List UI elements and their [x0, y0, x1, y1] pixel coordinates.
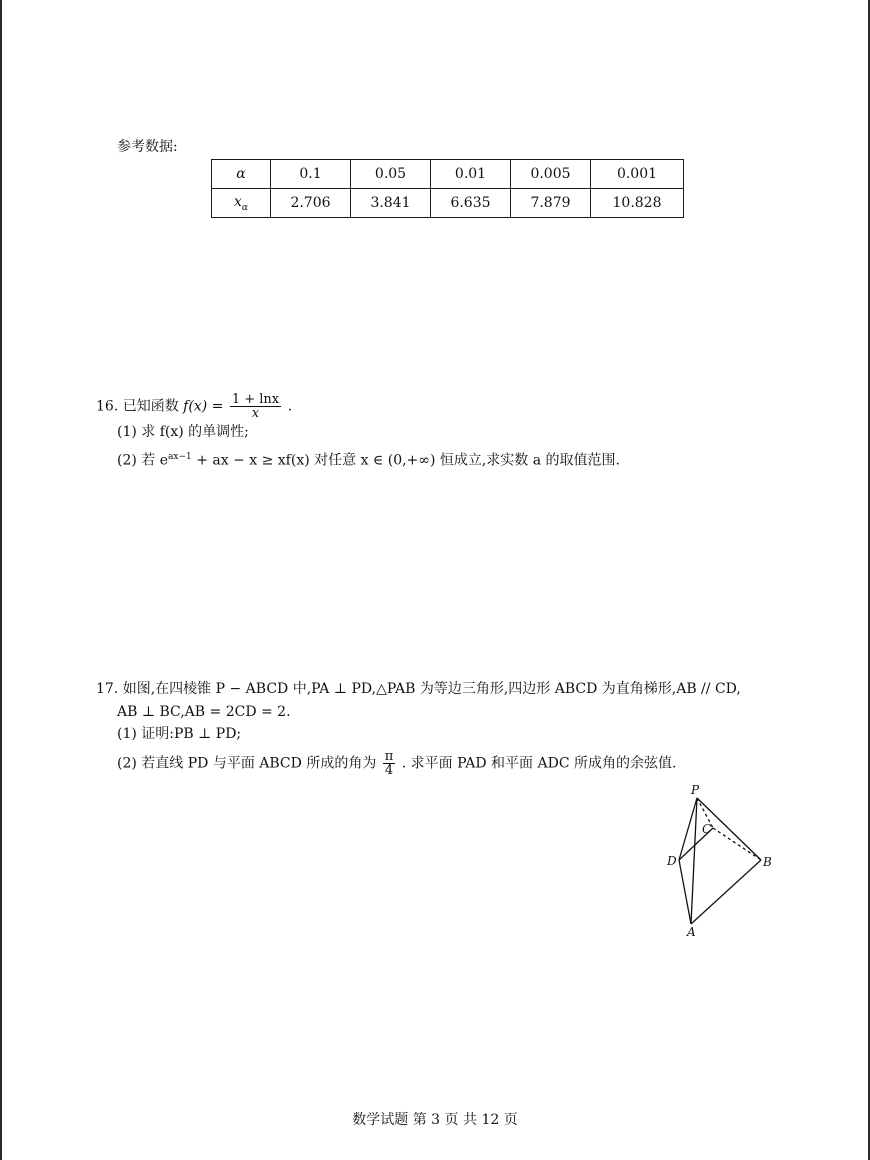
q16-fraction: $\frac{1 + \ln x}{x}$	[231, 392, 280, 421]
pyramid-figure	[655, 780, 785, 940]
table-cell: 3.841	[351, 189, 431, 218]
q17-fraction: $\frac{\pi}{4}$	[384, 749, 394, 778]
edge-cb	[713, 828, 761, 860]
page-footer: 数学试题 第 3 页 共 12 页	[352, 1112, 518, 1128]
q16-part2: (2) 若 $e^{ax-1}$ + ax − x ≥ xf(x) 对任意 x ∈ (0,+∞) 恒成立,求实数 a 的取值范围.	[117, 452, 621, 469]
q16-part1: (1) 求 f(x) 的单调性;	[117, 424, 249, 440]
table-cell: 0.05	[351, 160, 431, 189]
reference-label: 参考数据:	[117, 139, 178, 155]
q17-part1: (1) 证明:PB ⊥ PD;	[117, 726, 242, 742]
edge-ab	[691, 860, 761, 924]
table-cell: 0.001	[591, 160, 684, 189]
q16-stem: 16. 已知函数 f(x) = $\frac{1 + \ln x}{x}$ .	[96, 392, 293, 421]
vertex-label-b: B	[763, 855, 772, 869]
table-cell: 6.635	[431, 189, 511, 218]
table-cell: 0.005	[511, 160, 591, 189]
table-cell: 0.1	[271, 160, 351, 189]
table-cell: 10.828	[591, 189, 684, 218]
q17-part2: (2) 若直线 PD 与平面 ABCD 所成的角为 $\frac{\pi}{4}$ . 求平面 PAD 和平面 ADC 所成角的余弦值.	[117, 749, 677, 778]
table-row	[212, 189, 684, 218]
table-cell: 7.879	[511, 189, 591, 218]
page-edge-left	[0, 0, 2, 1160]
vertex-label-c: C	[702, 822, 712, 836]
edge-da	[679, 860, 691, 924]
q17-stem-line2: AB ⊥ BC,AB = 2CD = 2.	[117, 704, 291, 720]
reference-table	[211, 159, 684, 218]
table-cell: 0.01	[431, 160, 511, 189]
table-header-x: $x_\alpha$	[212, 189, 271, 218]
table-cell: 2.706	[271, 189, 351, 218]
table-row	[212, 160, 684, 189]
vertex-label-a: A	[687, 925, 696, 939]
vertex-label-p: P	[691, 783, 700, 797]
q17-stem-line1: 17. 如图,在四棱锥 P − ABCD 中,PA ⊥ PD,△PAB 为等边三角形,四边形 ABCD 为直角梯形,AB // CD,	[96, 681, 741, 697]
table-header-alpha: α	[212, 160, 271, 189]
vertex-label-d: D	[667, 854, 677, 868]
